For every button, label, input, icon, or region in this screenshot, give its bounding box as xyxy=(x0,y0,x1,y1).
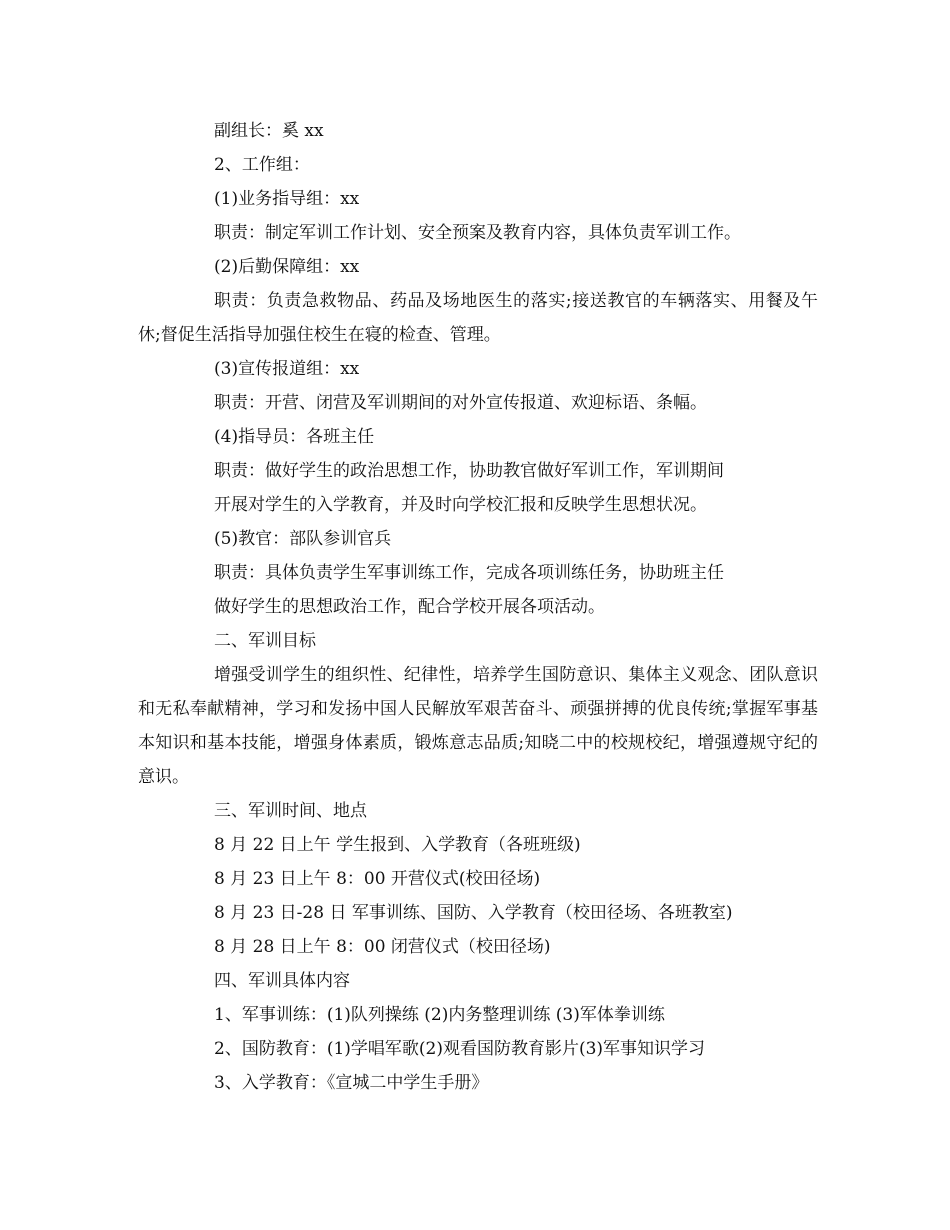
text-line-logistics-group: (2)后勤保障组：xx xyxy=(214,257,360,277)
section-heading-content: 四、军训具体内容 xyxy=(214,971,350,991)
content-item-military-training: 1、军事训练：(1)队列操练 (2)内务整理训练 (3)军体拳训练 xyxy=(214,1005,665,1025)
schedule-item-1: 8 月 22 日上午 学生报到、入学教育（各班班级) xyxy=(214,835,581,855)
text-line-instructor: (4)指导员：各班主任 xyxy=(214,427,375,447)
text-line-instructor-duty-1: 职责：做好学生的政治思想工作，协助教官做好军训工作，军训期间 xyxy=(214,461,724,481)
section-heading-time-place: 三、军训时间、地点 xyxy=(214,801,367,821)
document-body xyxy=(138,114,818,1100)
text-line-drill-officer: (5)教官：部队参训官兵 xyxy=(214,529,392,549)
text-line-deputy-leader: 副组长：奚 xx xyxy=(214,121,324,141)
text-line-officer-duty-2: 做好学生的思想政治工作，配合学校开展各项活动。 xyxy=(214,597,605,617)
paragraph-logistics-duty: 职责：负责急救物品、药品及场地医生的落实;接送教官的车辆落实、用餐及午休;督促生活指导加强住校生在寝的检查、管理。 xyxy=(138,291,818,345)
text-line-publicity-group: (3)宣传报道组：xx xyxy=(214,359,360,379)
text-line-guidance-duty: 职责：制定军训工作计划、安全预案及教育内容，具体负责军训工作。 xyxy=(214,223,741,243)
schedule-item-2: 8 月 23 日上午 8：00 开营仪式(校田径场) xyxy=(214,869,541,889)
content-item-defense-education: 2、国防教育：(1)学唱军歌(2)观看国防教育影片(3)军事知识学习 xyxy=(214,1039,706,1059)
text-line-publicity-duty: 职责：开营、闭营及军训期间的对外宣传报道、欢迎标语、条幅。 xyxy=(214,393,707,413)
text-line-instructor-duty-2: 开展对学生的入学教育，并及时向学校汇报和反映学生思想状况。 xyxy=(214,495,707,515)
section-heading-goals: 二、军训目标 xyxy=(214,631,316,651)
schedule-item-3: 8 月 23 日-28 日 军事训练、国防、入学教育（校田径场、各班教室) xyxy=(214,903,733,923)
text-line-officer-duty-1: 职责：具体负责学生军事训练工作，完成各项训练任务，协助班主任 xyxy=(214,563,724,583)
paragraph-goals: 增强受训学生的组织性、纪律性，培养学生国防意识、集体主义观念、团队意识和无私奉献精神，学习和发扬中国人民解放军艰苦奋斗、顽强拼搏的优良传统;掌握军事基本知识和基本技能，增强身体素质，锻炼意志品质;知晓二中的校规校纪，增强遵规守纪的意识。 xyxy=(138,665,818,787)
schedule-item-4: 8 月 28 日上午 8：00 闭营仪式（校田径场) xyxy=(214,937,551,957)
text-line-work-group: 2、工作组： xyxy=(214,155,310,175)
content-item-enrollment-education: 3、入学教育：《宣城二中学生手册》 xyxy=(214,1073,489,1093)
text-line-guidance-group: (1)业务指导组：xx xyxy=(214,189,360,209)
